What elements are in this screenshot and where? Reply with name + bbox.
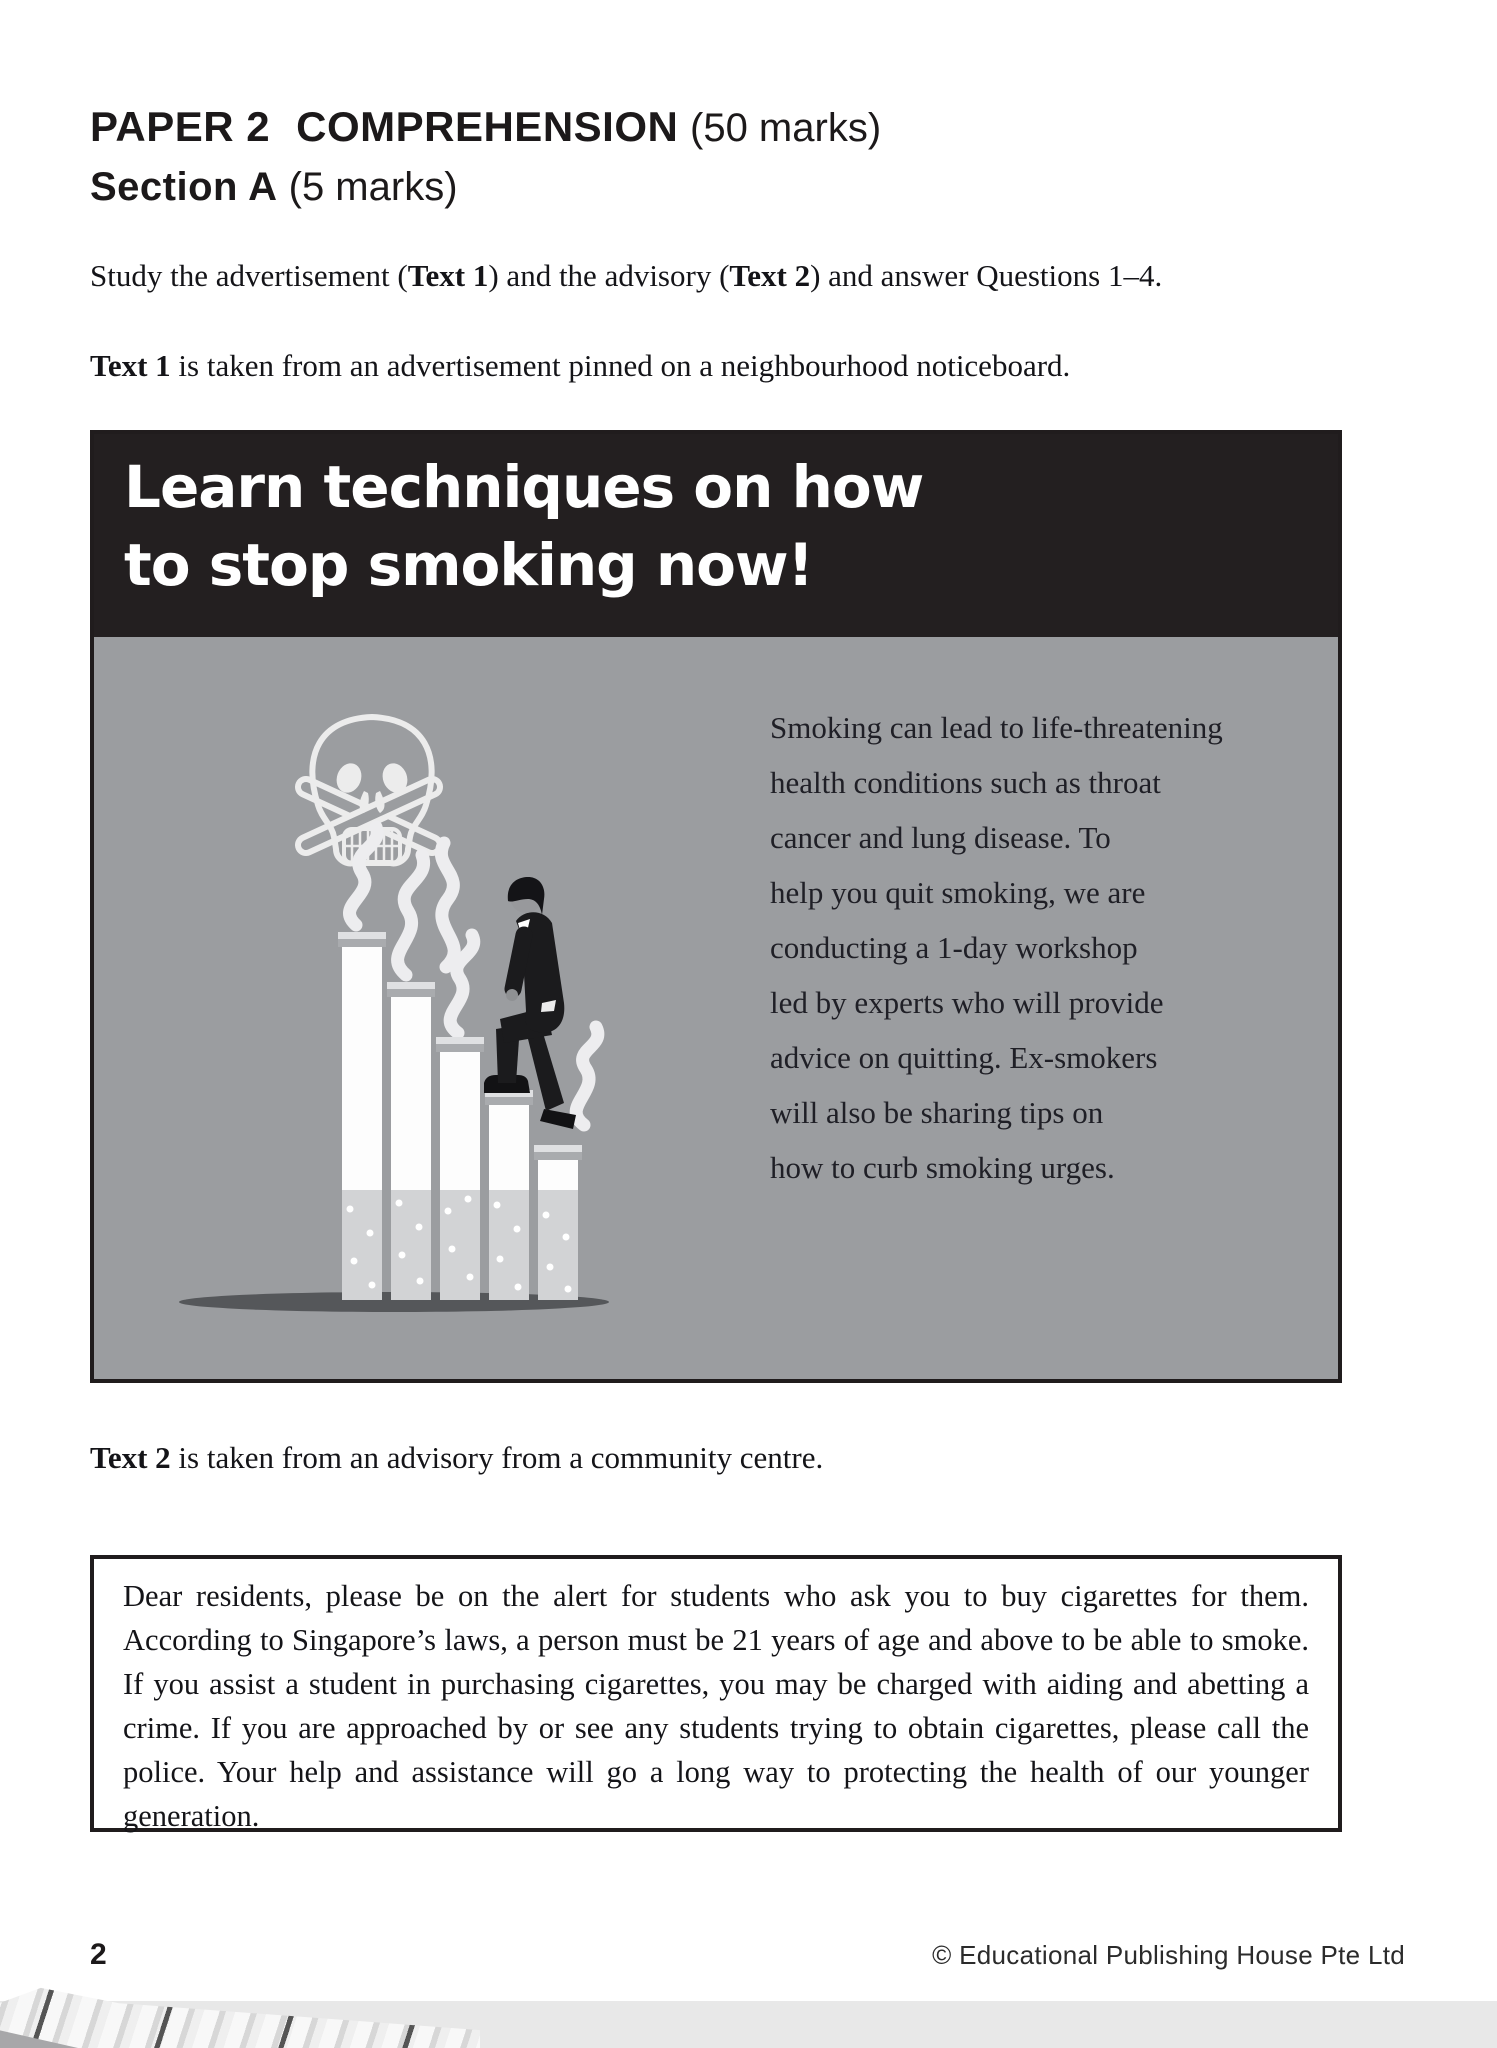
text2-rest: is taken from an advisory from a community centre. [170,1440,824,1475]
section-marks: (5 marks) [288,165,458,209]
section-heading [90,163,458,211]
study-post: ) and answer Questions 1–4. [810,258,1163,293]
text1-rest: is taken from an advertisement pinned on a neighbourhood noticeboard. [170,348,1071,383]
ad-copy-line: Smoking can lead to life-threatening [770,710,1223,745]
ad-copy-line: health conditions such as throat [770,765,1161,800]
text1-intro [90,344,1070,387]
cigarette-bar [436,1037,484,1300]
page-title [90,102,881,152]
footer [90,1938,1405,1972]
ad-copy-line: how to curb smoking urges. [770,1150,1115,1185]
paper-subject: COMPREHENSION [296,103,679,150]
study-mid: ) and the advisory ( [488,258,730,293]
ad-copy-line: advice on quitting. Ex-smokers [770,1040,1158,1075]
ad-headline-line1: Learn techniques on how [124,453,924,521]
ad-copy-line: help you quit smoking, we are [770,875,1146,910]
paper-label: PAPER 2 [90,103,271,150]
cigarette-bar [387,982,435,1300]
text2-label: Text 2 [90,1440,171,1475]
cigarette-bar [338,932,386,1300]
text1-advertisement [90,430,1342,1383]
ad-copy-line: cancer and lung disease. To [770,820,1111,855]
ad-copy-line: led by experts who will provide [770,985,1164,1020]
study-text1-ref: Text 1 [407,258,489,293]
ad-copy-line: will also be sharing tips on [770,1095,1104,1130]
paper-marks: (50 marks) [690,106,882,150]
section-label: Section A [90,165,278,209]
study-text2-ref: Text 2 [729,258,811,293]
study-instruction [90,254,1162,297]
anti-smoking-illustration [94,637,774,1379]
ad-copy-line: conducting a 1-day workshop [770,930,1138,965]
text1-label: Text 1 [90,348,171,383]
page-number: 2 [90,1938,107,1971]
advisory-body: Dear residents, please be on the alert for students who ask you to buy cigarettes for them. According to Singapore’s laws, a person must be 21 years of age and above to be able to smoke. If you assist a student in purchasing cigarettes, you may be charged with aiding and abetting a crime. If you are approached by or see any students trying to obtain cigarettes, please call the police. Your help and assistance will go a long way to protecting the health of our younger generation. [123,1579,1309,1833]
ad-headline-banner [94,434,1338,637]
cigarette-bar [485,1090,533,1300]
text2-intro [90,1436,823,1479]
ad-body [94,637,1338,1379]
text2-advisory [90,1555,1342,1832]
ad-headline-line2: to stop smoking now! [124,531,813,599]
ad-copy [770,700,1310,1195]
copyright-notice: © Educational Publishing House Pte Ltd [932,1940,1405,1970]
study-pre: Study the advertisement ( [90,258,408,293]
cigarette-bar [534,1145,582,1300]
